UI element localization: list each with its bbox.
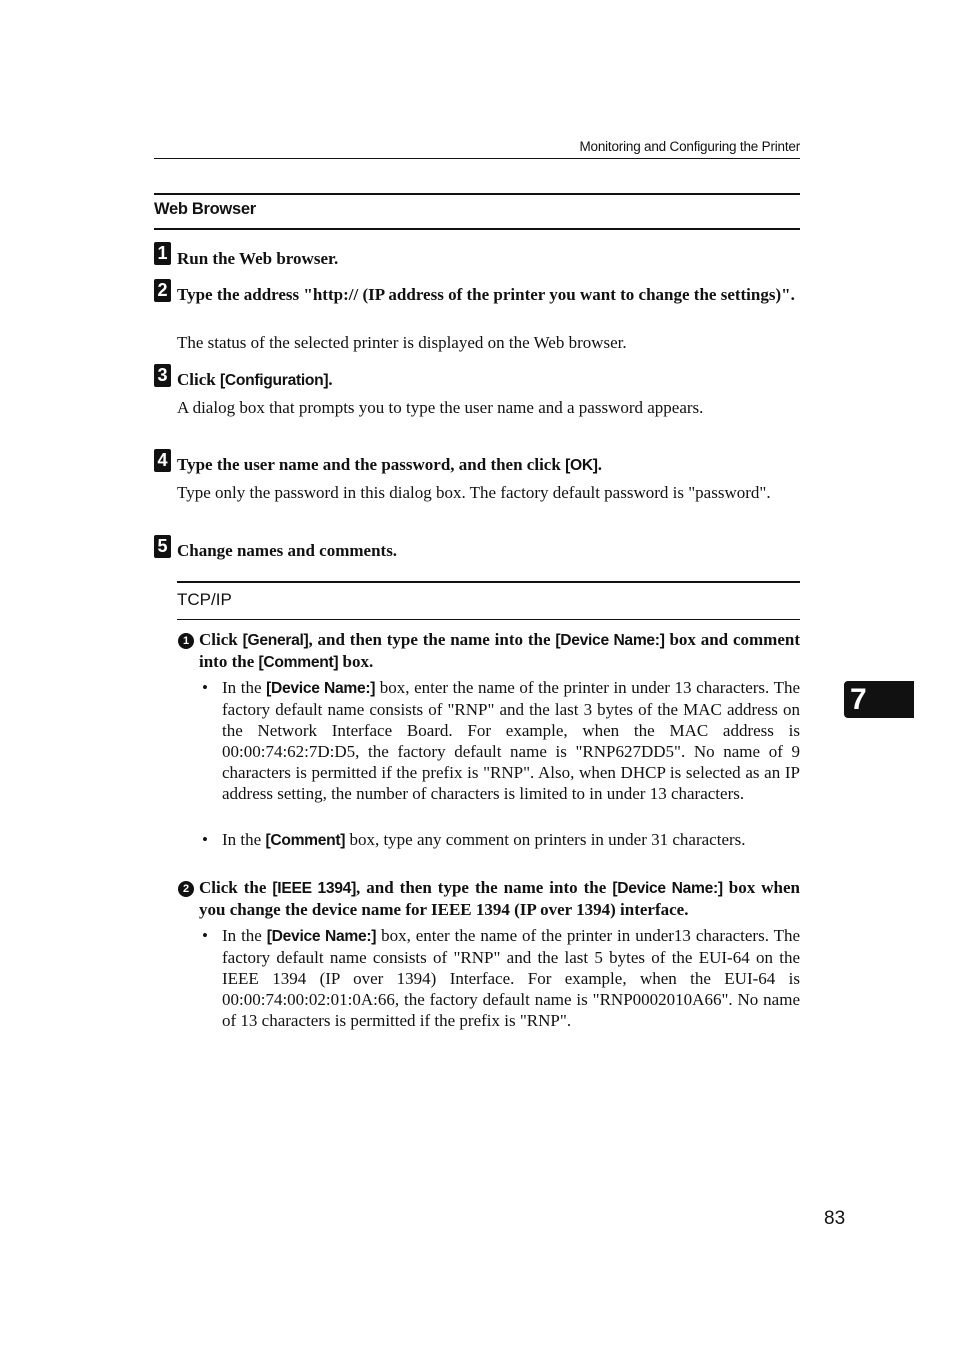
substep-1-bullet-2: [222, 829, 800, 851]
substep-2-bullet-1: [222, 925, 800, 1031]
step-4-note: Type only the password in this dialog box. The factory default password is "password".: [177, 483, 771, 502]
step-number-2: 2: [154, 279, 171, 302]
substep-1-bullet-1: [222, 677, 800, 804]
step-number-1: 1: [154, 242, 171, 265]
header-rule: [154, 158, 800, 159]
step-3-note: A dialog box that prompts you to type the user name and a password appears.: [177, 398, 704, 417]
configuration-key: [Configuration]: [219, 372, 329, 389]
section-title: Web Browser: [154, 200, 256, 218]
device-name-key: [Device Name:]: [266, 928, 377, 945]
device-name-key: [Device Name:]: [266, 680, 376, 697]
step-4-post: .: [597, 455, 602, 474]
step-4-text: [177, 454, 800, 476]
comment-key: [Comment]: [265, 832, 346, 849]
substep-1-t2: , and then type the name into the: [308, 630, 556, 649]
subsection-title: TCP/IP: [177, 590, 232, 609]
running-header: Monitoring and Configuring the Printer: [579, 139, 800, 154]
ieee-1394-key: [IEEE 1394]: [272, 880, 356, 897]
substep-number-2: 2: [178, 881, 194, 897]
bullet-pre: In the: [222, 678, 267, 697]
chapter-tab: 7: [844, 681, 914, 718]
step-number-5: 5: [154, 535, 171, 558]
substep-1-text: [199, 629, 800, 673]
step-5-text: Change names and comments.: [177, 541, 398, 560]
general-key: [General]: [242, 632, 309, 649]
section-rule-top: [154, 193, 800, 195]
step-3-pre: Click: [177, 370, 220, 389]
step-1-text: Run the Web browser.: [177, 249, 339, 268]
bullet-post: box, enter the name of the printer in under 13 characters. The factory default name consists of "RNP" and the last 3 bytes of the MAC address on the Network Interface Board. For example, when the MAC address is 00:00:74:62:7D:D5, the factory default name is "RNP627DD5". No name of 9 characters is permitted if the prefix is "RNP". Also, when DHCP is selected as an IP address setting, the number of characters is limited to in under 13 characters.: [222, 678, 801, 803]
page-number: 83: [824, 1208, 846, 1229]
section-rule-bottom: [154, 228, 800, 230]
comment-key: [Comment]: [258, 654, 339, 671]
substep-1-t3: box and comment into the: [199, 630, 800, 671]
step-2-note: The status of the selected printer is displayed on the Web browser.: [177, 333, 627, 352]
substep-1-t4: box.: [338, 652, 374, 671]
bullet-post: box, type any comment on printers in under 31 characters.: [345, 830, 746, 849]
substep-number-1: 1: [178, 633, 194, 649]
ok-key: [OK]: [565, 457, 598, 474]
step-number-4: 4: [154, 449, 171, 472]
step-number-3: 3: [154, 364, 171, 387]
substep-2-t2: , and then type the name into the: [355, 878, 613, 897]
bullet-pre: In the: [222, 926, 267, 945]
device-name-key: [Device Name:]: [612, 880, 723, 897]
step-3-text: [177, 369, 800, 391]
step-4-pre: Type the user name and the password, and then click: [177, 455, 566, 474]
substep-2-t1: Click the: [199, 878, 273, 897]
substep-2-t3: box when you change the device name for IEEE 1394 (IP over 1394) interface.: [199, 878, 800, 919]
step-2-text: Type the address "http:// (IP address of the printer you want to change the settings)".: [177, 285, 795, 304]
subsection-rule-top: [177, 581, 800, 583]
device-name-key: [Device Name:]: [555, 632, 665, 649]
bullet-dot: •: [202, 678, 208, 697]
bullet-pre: In the: [222, 830, 266, 849]
bullet-dot: •: [202, 926, 208, 945]
substep-1-t1: Click: [199, 630, 243, 649]
bullet-post: box, enter the name of the printer in under13 characters. The factory default name consists of "RNP" and the last 5 bytes of the EUI-64 on the IEEE 1394 (IP over 1394) Interface. For example, when the EUI-64 is 00:00:74:00:02:01:0A:66, the factory default name is "RNP0002010A66". No name of 13 characters is permitted if the prefix is "RNP".: [222, 926, 801, 1030]
substep-2-text: [199, 877, 800, 920]
step-3-post: .: [328, 370, 333, 389]
subsection-rule-bottom: [177, 619, 800, 620]
bullet-dot: •: [202, 830, 208, 849]
